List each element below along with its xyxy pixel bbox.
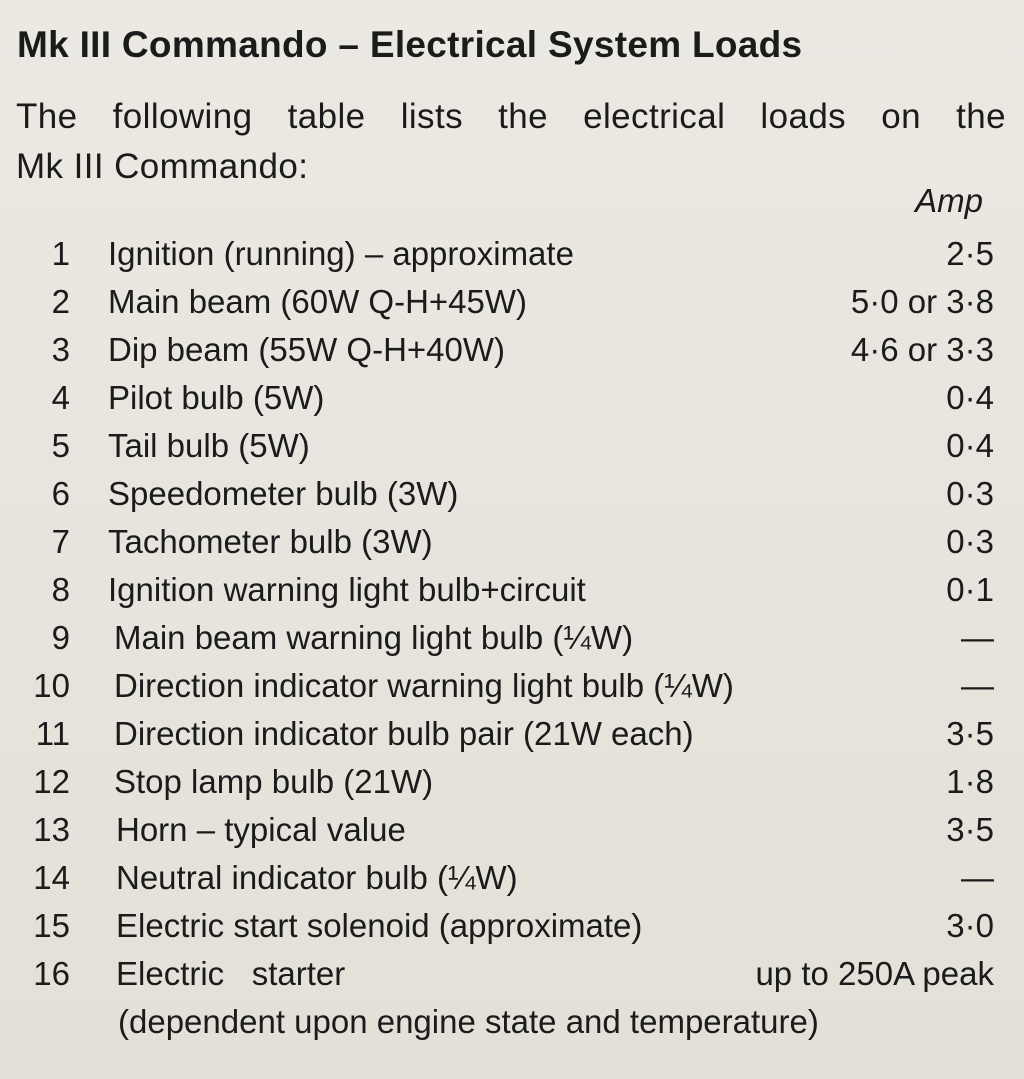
row-amp-value: up to 250A peak xyxy=(755,955,994,992)
table-row xyxy=(0,374,1024,422)
page-title: Mk III Commando – Electrical System Loads xyxy=(17,24,803,65)
intro-word: table xyxy=(287,97,366,136)
row-amp-value: 2·5 xyxy=(946,235,994,272)
row-number: 15 xyxy=(33,907,70,944)
row-description: Direction indicator warning light bulb (¼W) xyxy=(114,667,734,704)
row-number: 7 xyxy=(51,523,70,560)
table-row xyxy=(0,902,1024,950)
row-amp-value: 5·0 or 3·8 xyxy=(850,283,994,320)
row-amp-value: 0·3 xyxy=(946,523,994,560)
row-description: Electric start solenoid (approximate) xyxy=(116,907,643,944)
intro-word: electrical xyxy=(583,97,726,136)
loads-table xyxy=(0,230,1024,1046)
row-amp-value: 3·5 xyxy=(946,811,994,848)
intro-word: the xyxy=(956,97,1006,136)
row-amp-value: 0·4 xyxy=(946,379,994,416)
row-description-continuation: (dependent upon engine state and temperature) xyxy=(118,1003,819,1040)
row-amp-value: 0·4 xyxy=(946,427,994,464)
table-row xyxy=(0,278,1024,326)
row-description: Horn – typical value xyxy=(116,811,406,848)
amp-column-header: Amp xyxy=(915,182,983,219)
row-amp-value: — xyxy=(961,619,994,656)
row-description: Dip beam (55W Q-H+40W) xyxy=(108,331,506,368)
intro-word: The xyxy=(16,97,78,136)
intro-line-1 xyxy=(16,92,1006,142)
row-number: 10 xyxy=(33,667,70,704)
row-number: 3 xyxy=(51,331,70,368)
row-amp-value: — xyxy=(961,859,994,896)
row-description: Main beam (60W Q-H+45W) xyxy=(108,283,528,320)
row-number: 6 xyxy=(51,475,70,512)
table-row xyxy=(0,230,1024,278)
table-row xyxy=(0,518,1024,566)
row-description: Tail bulb (5W) xyxy=(108,427,310,464)
row-number: 5 xyxy=(51,427,70,464)
table-row xyxy=(0,662,1024,710)
row-description: Main beam warning light bulb (¼W) xyxy=(114,619,634,656)
row-description: Pilot bulb (5W) xyxy=(108,379,325,416)
row-description: Electric starter xyxy=(116,955,346,992)
row-number: 13 xyxy=(33,811,70,848)
intro-word: loads xyxy=(760,97,847,136)
row-description: Ignition (running) – approximate xyxy=(108,235,574,272)
row-number: 2 xyxy=(51,283,70,320)
row-description: Speedometer bulb (3W) xyxy=(108,475,459,512)
table-row xyxy=(0,950,1024,1046)
row-number: 16 xyxy=(33,955,70,992)
table-row xyxy=(0,326,1024,374)
row-amp-value: — xyxy=(961,667,994,704)
row-description: Ignition warning light bulb+circuit xyxy=(108,571,586,608)
row-number: 9 xyxy=(51,619,70,656)
table-row xyxy=(0,566,1024,614)
row-number: 12 xyxy=(33,763,70,800)
row-number: 8 xyxy=(51,571,70,608)
row-amp-value: 0·1 xyxy=(946,571,994,608)
table-row xyxy=(0,422,1024,470)
row-number: 14 xyxy=(33,859,70,896)
intro-word: lists xyxy=(400,97,463,136)
row-amp-value: 3·5 xyxy=(946,715,994,752)
row-amp-value: 3·0 xyxy=(946,907,994,944)
table-row xyxy=(0,854,1024,902)
table-row xyxy=(0,710,1024,758)
row-description: Direction indicator bulb pair (21W each) xyxy=(114,715,694,752)
intro-paragraph xyxy=(16,92,1006,192)
row-number: 11 xyxy=(35,715,70,752)
row-amp-value: 4·6 or 3·3 xyxy=(850,331,994,368)
row-description: Tachometer bulb (3W) xyxy=(108,523,433,560)
row-amp-value: 0·3 xyxy=(946,475,994,512)
row-amp-value: 1·8 xyxy=(946,763,994,800)
intro-word: the xyxy=(498,97,548,136)
intro-word: following xyxy=(112,97,253,136)
intro-word: on xyxy=(881,97,921,136)
table-row xyxy=(0,758,1024,806)
row-number: 1 xyxy=(51,235,70,272)
row-number: 4 xyxy=(51,379,70,416)
table-row xyxy=(0,806,1024,854)
intro-line-2: Mk III Commando: xyxy=(16,147,309,186)
table-row xyxy=(0,614,1024,662)
table-row xyxy=(0,470,1024,518)
row-description: Stop lamp bulb (21W) xyxy=(114,763,434,800)
row-description: Neutral indicator bulb (¼W) xyxy=(116,859,518,896)
